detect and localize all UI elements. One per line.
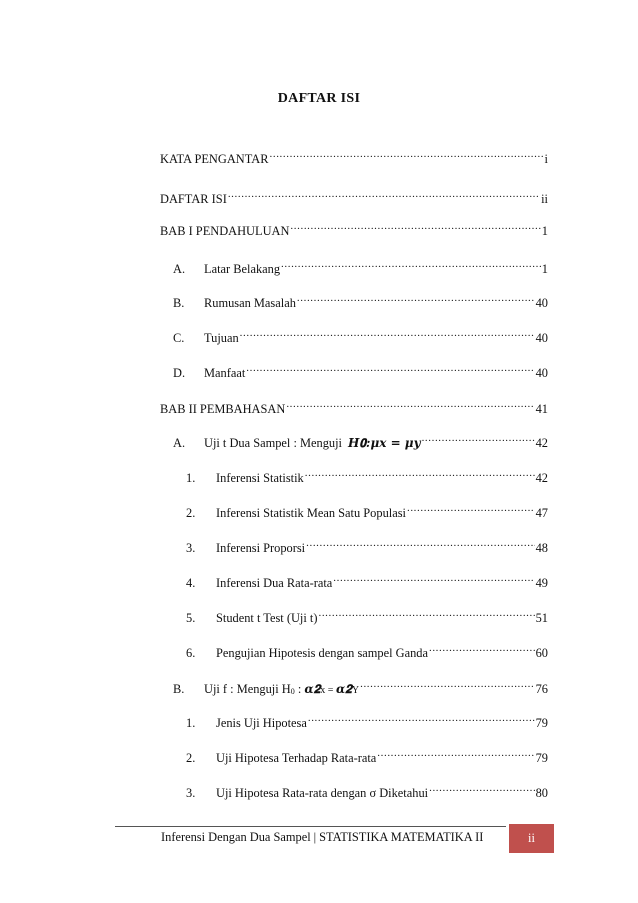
- page-footer: [161, 829, 483, 845]
- toc-entry-bab-2-b[interactable]: [173, 677, 548, 700]
- toc-entry-number: 2.: [186, 506, 196, 520]
- page-number-badge: ii: [509, 824, 554, 853]
- toc-entry-bab-2-a-1[interactable]: [186, 466, 548, 486]
- toc-entry-text: BAB II PEMBAHASAN: [160, 402, 286, 416]
- toc-page-number: 60: [535, 646, 548, 660]
- toc-page-number: 47: [535, 506, 548, 520]
- toc-entry-number: 2.: [186, 751, 196, 765]
- dot-leader: [429, 781, 535, 797]
- toc-entry-number: A.: [173, 436, 186, 450]
- dot-leader: [429, 641, 535, 657]
- toc-entry-number: D.: [173, 366, 186, 380]
- toc-entry-number: 4.: [186, 576, 196, 590]
- toc-entry-text: Jenis Uji Hipotesa: [216, 716, 307, 730]
- dot-leader: [286, 397, 534, 413]
- toc-entry-number: 3.: [186, 541, 196, 555]
- toc-entry-bab-2-b-3[interactable]: [186, 781, 548, 801]
- dot-leader: [318, 606, 534, 622]
- dot-leader: [281, 257, 541, 273]
- subscript-zero: 0: [290, 687, 295, 696]
- hypothesis-formula: 𝑯𝟎:𝝁𝒙 = 𝝁𝒚: [348, 436, 421, 450]
- toc-entry-text: BAB I PENDAHULUAN: [160, 224, 290, 238]
- toc-page-number: 40: [535, 331, 548, 345]
- toc-entry-bab-2-b-2[interactable]: [186, 746, 548, 766]
- toc-page-number: 51: [535, 611, 548, 625]
- toc-entry-text: Inferensi Statistik Mean Satu Populasi: [216, 506, 406, 520]
- toc-page-number: 42: [535, 436, 548, 450]
- toc-entry-bab-1-d[interactable]: [173, 361, 548, 381]
- variable-x: x =: [320, 685, 336, 696]
- uji-f-colon: :: [294, 682, 305, 696]
- toc-page-number: 1: [541, 262, 548, 276]
- toc-page-number: 80: [535, 786, 548, 800]
- toc-page-number: 42: [535, 471, 548, 485]
- toc-entry-text: Student t Test (Uji t): [216, 611, 318, 625]
- toc-page-number: 48: [535, 541, 548, 555]
- toc-page-number: i: [544, 152, 548, 166]
- toc-entry-text: Tujuan: [204, 331, 239, 345]
- dot-leader: [240, 326, 535, 342]
- toc-entry-bab-2-a[interactable]: [173, 431, 548, 451]
- dot-leader: [422, 431, 535, 447]
- dot-leader: [290, 219, 540, 235]
- toc-entry-bab-1[interactable]: [160, 219, 548, 239]
- toc-entry-number: B.: [173, 296, 185, 310]
- toc-page-number: ii: [541, 192, 548, 206]
- toc-entry-daftar-isi[interactable]: [160, 187, 548, 207]
- alpha-squared-symbol: 𝜶𝟐: [335, 682, 352, 696]
- toc-entry-text: Latar Belakang: [204, 262, 281, 276]
- uji-f-label: Uji f : Menguji H: [204, 682, 291, 696]
- dot-leader: [377, 746, 534, 762]
- toc-entry-bab-1-c[interactable]: [173, 326, 548, 346]
- dot-leader: [270, 147, 544, 163]
- toc-entry-number: 6.: [186, 646, 196, 660]
- toc-page-number: 40: [535, 366, 548, 380]
- toc-entry-bab-2-a-3[interactable]: [186, 536, 548, 556]
- toc-entry-text: Pengujian Hipotesis dengan sampel Ganda: [216, 646, 428, 660]
- toc-entry-number: 3.: [186, 786, 196, 800]
- toc-page-number: 79: [535, 716, 548, 730]
- toc-entry-text: Rumusan Masalah: [204, 296, 296, 310]
- toc-entry-number: 1.: [186, 471, 196, 485]
- dot-leader: [308, 711, 535, 727]
- toc-entry-bab-2-a-5[interactable]: [186, 606, 548, 626]
- toc-page-number: 49: [535, 576, 548, 590]
- toc-entry-bab-2-b-1[interactable]: [186, 711, 548, 731]
- dot-leader: [360, 677, 535, 693]
- toc-entry-kata-pengantar[interactable]: [160, 147, 548, 167]
- footer-left-text: Inferensi Dengan Dua Sampel: [161, 830, 311, 844]
- footer-separator: |: [313, 830, 317, 844]
- alpha-squared-symbol: 𝜶𝟐: [304, 682, 321, 696]
- toc-entry-number: A.: [173, 262, 186, 276]
- page-title: DAFTAR ISI: [277, 91, 361, 106]
- toc-entry-text: Manfaat: [204, 366, 246, 380]
- toc-page-number: 41: [535, 402, 548, 416]
- toc-entry-text: DAFTAR ISI: [160, 192, 227, 206]
- toc-entry-text: [204, 681, 359, 700]
- toc-entry-text: Inferensi Statistik: [216, 471, 304, 485]
- toc-entry-text: Uji Hipotesa Terhadap Rata-rata: [216, 751, 377, 765]
- dot-leader: [306, 536, 534, 552]
- dot-leader: [297, 291, 535, 307]
- dot-leader: [333, 571, 534, 587]
- toc-entry-bab-2-a-4[interactable]: [186, 571, 548, 591]
- toc-entry-number: C.: [173, 331, 185, 345]
- toc-entry-text: Inferensi Dua Rata-rata: [216, 576, 333, 590]
- variable-y: Y: [351, 685, 360, 696]
- toc-entry-number: 5.: [186, 611, 196, 625]
- footer-divider: [115, 826, 506, 827]
- toc-entry-bab-1-b[interactable]: [173, 291, 548, 311]
- toc-page-number: 76: [535, 682, 548, 696]
- toc-page-number: 79: [535, 751, 548, 765]
- toc-entry-bab-2-a-6[interactable]: [186, 641, 548, 661]
- toc-entry-bab-2-a-2[interactable]: [186, 501, 548, 521]
- toc-page-number: 40: [535, 296, 548, 310]
- toc-entry-bab-1-a[interactable]: [173, 257, 548, 277]
- dot-leader: [246, 361, 534, 377]
- dot-leader: [228, 187, 540, 203]
- toc-page-number: 1: [541, 224, 548, 238]
- dot-leader: [305, 466, 535, 482]
- toc-entry-bab-2[interactable]: [160, 397, 548, 417]
- toc-entry-text: KATA PENGANTAR: [160, 152, 269, 166]
- footer-right-text: STATISTIKA MATEMATIKA II: [319, 830, 484, 844]
- toc-entry-text: Uji Hipotesa Rata-rata dengan σ Diketahui: [216, 786, 429, 800]
- toc-entry-text: Inferensi Proporsi: [216, 541, 306, 555]
- toc-entry-text: Uji t Dua Sampel : Menguji: [204, 436, 343, 450]
- dot-leader: [407, 501, 535, 517]
- toc-entry-number: 1.: [186, 716, 196, 730]
- toc-entry-number: B.: [173, 682, 185, 696]
